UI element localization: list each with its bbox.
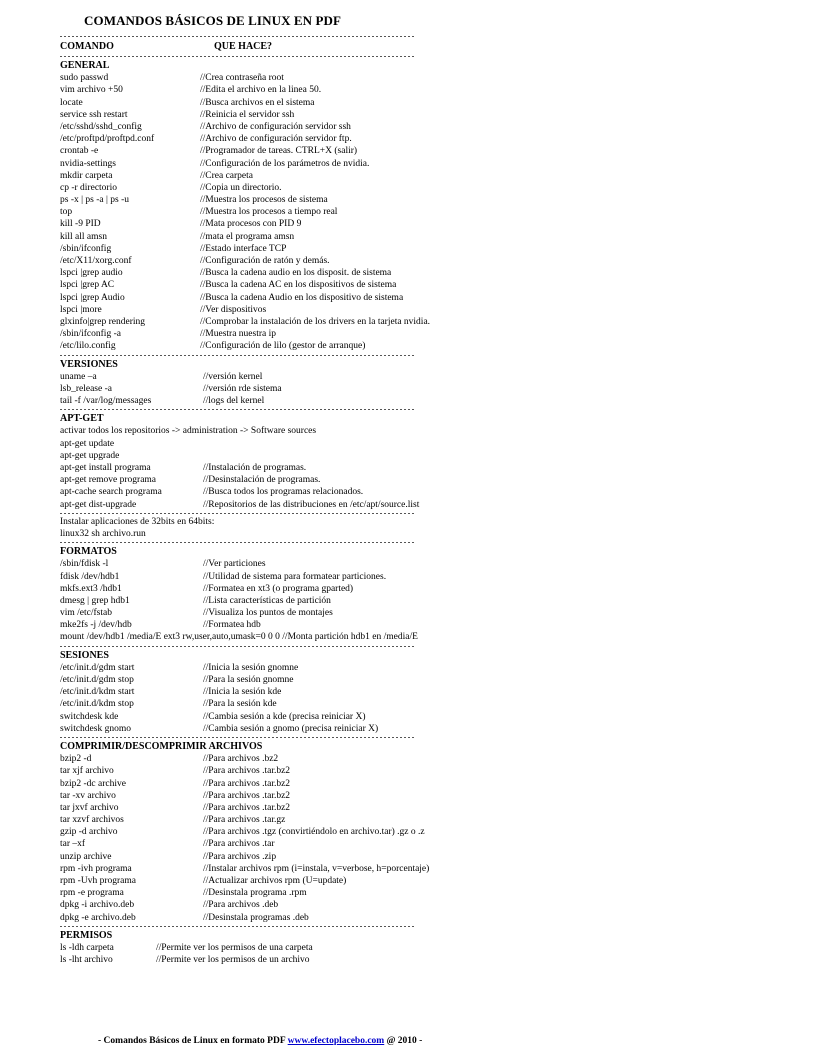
command-text: nvidia-settings bbox=[60, 158, 116, 169]
section-title: COMPRIMIR/DESCOMPRIMIR ARCHIVOS bbox=[60, 740, 263, 752]
command-description: //Para la sesión kde bbox=[203, 699, 277, 710]
command-text: service ssh restart bbox=[60, 109, 128, 120]
column-header-description: QUE HACE? bbox=[214, 41, 273, 52]
command-text: lspci |grep audio bbox=[60, 268, 123, 279]
command-row bbox=[60, 802, 480, 814]
command-text: uname –a bbox=[60, 371, 97, 382]
command-description: //Para la sesión gnomne bbox=[203, 675, 294, 685]
command-description: //Cambia sesión a kde (precisa reiniciar X) bbox=[203, 711, 366, 722]
command-description: //Desinstala programas .deb bbox=[203, 912, 309, 923]
command-row bbox=[60, 450, 480, 462]
command-description: //Lista características de partición bbox=[203, 595, 331, 606]
command-description: //Ver particiones bbox=[203, 559, 266, 570]
command-description: //Visualiza los puntos de montajes bbox=[203, 608, 333, 619]
command-text: ls -ldh carpeta bbox=[60, 942, 114, 953]
command-row bbox=[60, 328, 480, 340]
command-row bbox=[60, 425, 480, 437]
command-description: //Programador de tareas. CTRL+X (salir) bbox=[200, 146, 358, 157]
command-text: rpm -ivh programa bbox=[60, 863, 132, 874]
command-description: //Busca archivos en el sistema bbox=[200, 97, 315, 108]
command-text: fdisk /dev/hdb1 bbox=[60, 571, 120, 582]
section-title: APT-GET bbox=[60, 413, 104, 425]
command-row bbox=[60, 778, 480, 790]
command-description: //Archivo de configuración servidor ftp. bbox=[200, 134, 352, 145]
command-text: tar jxvf archivo bbox=[60, 802, 119, 813]
command-text: vim /etc/fstab bbox=[60, 608, 112, 619]
section-title: SESIONES bbox=[60, 649, 109, 661]
command-row bbox=[60, 72, 480, 84]
column-header-command: COMANDO bbox=[60, 41, 114, 52]
command-row bbox=[60, 499, 480, 511]
command-row bbox=[60, 619, 480, 631]
command-description: //Instalar archivos rpm (i=instala, v=verbose, h=porcentaje) bbox=[203, 863, 430, 874]
command-text: bzip2 -dc archive bbox=[60, 778, 126, 789]
command-text: mke2fs -j /dev/hdb bbox=[60, 620, 132, 631]
command-row bbox=[60, 462, 480, 474]
command-row bbox=[60, 97, 480, 109]
section-title: PERMISOS bbox=[60, 929, 113, 941]
section-title: VERSIONES bbox=[60, 358, 118, 370]
command-text: Instalar aplicaciones de 32bits en 64bits: bbox=[60, 516, 215, 527]
command-description: //Crea contraseña root bbox=[200, 73, 284, 84]
command-row bbox=[60, 790, 480, 802]
command-text: apt-get upgrade bbox=[60, 450, 120, 461]
command-text: kill -9 PID bbox=[60, 219, 101, 230]
command-description: //Para archivos .zip bbox=[203, 851, 277, 862]
command-row bbox=[60, 84, 480, 96]
command-text: tar xjf archivo bbox=[60, 766, 114, 777]
command-text: rpm -Uvh programa bbox=[60, 876, 136, 886]
command-text: /etc/init.d/gdm stop bbox=[60, 675, 134, 685]
command-text: glxinfo|grep rendering bbox=[60, 316, 145, 327]
command-text: apt-get remove programa bbox=[60, 475, 157, 486]
command-description: //Ver dispositivos bbox=[200, 304, 267, 315]
command-description: //versión rde sistema bbox=[203, 383, 282, 394]
command-row bbox=[60, 875, 480, 887]
command-description: //Busca todos los programas relacionados. bbox=[203, 487, 364, 498]
command-description: //Instalación de programas. bbox=[203, 463, 307, 473]
command-text: linux32 sh archivo.run bbox=[60, 528, 146, 539]
command-row bbox=[60, 765, 480, 777]
command-text: kill all amsn bbox=[60, 231, 107, 242]
command-description: //mata el programa amsn bbox=[200, 231, 295, 242]
command-description: //Desinstala programa .rpm bbox=[203, 888, 307, 899]
command-description: //Para archivos .tar.bz2 bbox=[203, 802, 291, 813]
command-row bbox=[60, 121, 480, 133]
command-description: //Configuración de ratón y demás. bbox=[200, 256, 330, 266]
command-text: lsb_release -a bbox=[60, 383, 112, 394]
section-title: FORMATOS bbox=[60, 546, 117, 558]
command-row bbox=[60, 206, 480, 218]
command-description: //Muestra los procesos a tiempo real bbox=[200, 207, 338, 218]
command-row bbox=[60, 170, 480, 182]
command-row bbox=[60, 711, 480, 723]
command-text: dmesg | grep hdb1 bbox=[60, 595, 130, 606]
command-row bbox=[60, 194, 480, 206]
command-description: //Busca la cadena audio en los disposit. de sistema bbox=[200, 268, 392, 279]
command-row bbox=[60, 316, 480, 328]
command-row bbox=[60, 292, 480, 304]
command-row bbox=[60, 753, 480, 765]
command-row bbox=[60, 558, 480, 570]
command-description: //Mata procesos con PID 9 bbox=[200, 219, 302, 230]
command-row bbox=[60, 814, 480, 826]
command-description: //Permite ver los permisos de una carpeta bbox=[156, 942, 313, 953]
command-description: //logs del kernel bbox=[203, 396, 265, 407]
command-row bbox=[60, 723, 480, 735]
command-row bbox=[60, 954, 480, 966]
divider bbox=[60, 645, 416, 648]
command-description: //Desinstalación de programas. bbox=[203, 475, 321, 486]
command-row bbox=[60, 133, 480, 145]
command-description: //Repositorios de las distribuciones en /etc/apt/source.list bbox=[203, 499, 420, 510]
command-description: //versión kernel bbox=[203, 371, 263, 382]
command-description: //Configuración de los parámetros de nvidia. bbox=[200, 158, 370, 169]
command-row bbox=[60, 826, 480, 838]
command-text: /etc/init.d/kdm start bbox=[60, 687, 135, 698]
command-text: apt-get install programa bbox=[60, 463, 151, 473]
command-description: //Busca la cadena AC en los dispositivos de sistema bbox=[200, 280, 397, 291]
command-text: tar xzvf archivos bbox=[60, 815, 124, 826]
command-description: //Para archivos .tar.bz2 bbox=[203, 790, 291, 801]
command-description: //Estado interface TCP bbox=[200, 243, 287, 254]
command-row bbox=[60, 607, 480, 619]
divider bbox=[60, 541, 416, 544]
command-text: dpkg -e archivo.deb bbox=[60, 912, 136, 923]
command-row bbox=[60, 571, 480, 583]
command-text: top bbox=[60, 207, 73, 218]
command-description: //Para archivos .deb bbox=[203, 900, 279, 911]
command-description: //Formatea hdb bbox=[203, 620, 261, 631]
divider bbox=[60, 512, 416, 515]
command-text: rpm -e programa bbox=[60, 888, 124, 899]
command-text: apt-get dist-upgrade bbox=[60, 499, 137, 510]
command-text: tar –xf bbox=[60, 839, 86, 850]
command-row bbox=[60, 528, 480, 540]
divider bbox=[60, 925, 416, 928]
command-text: crontab -e bbox=[60, 146, 99, 157]
command-row bbox=[60, 279, 480, 291]
command-text: /sbin/ifconfig -a bbox=[60, 329, 121, 340]
divider bbox=[60, 354, 416, 357]
command-description: //Copia un directorio. bbox=[200, 182, 282, 193]
command-text: gzip -d archivo bbox=[60, 827, 118, 838]
command-row bbox=[60, 383, 480, 395]
command-row bbox=[60, 516, 480, 528]
command-description: //Archivo de configuración servidor ssh bbox=[200, 121, 351, 132]
command-row bbox=[60, 662, 480, 674]
command-row bbox=[60, 371, 480, 383]
command-text: /etc/proftpd/proftpd.conf bbox=[60, 134, 155, 145]
command-description: //Para archivos .tar.bz2 bbox=[203, 766, 291, 777]
command-text: /etc/init.d/gdm start bbox=[60, 662, 135, 673]
command-description: //Crea carpeta bbox=[200, 170, 254, 181]
command-row bbox=[60, 182, 480, 194]
command-description: //Comprobar la instalación de los drivers en la tarjeta nvidia. bbox=[200, 316, 431, 327]
command-row bbox=[60, 158, 480, 170]
command-row bbox=[60, 218, 480, 230]
command-text: tar -xv archivo bbox=[60, 790, 116, 801]
command-description: //Inicia la sesión kde bbox=[203, 687, 282, 698]
command-row bbox=[60, 595, 480, 607]
command-text: locate bbox=[60, 97, 83, 108]
footer-link[interactable]: www.efectoplacebo.com bbox=[287, 1036, 385, 1046]
command-text: /etc/sshd/sshd_config bbox=[60, 121, 142, 132]
command-text: lspci |more bbox=[60, 304, 102, 315]
command-text: sudo passwd bbox=[60, 73, 109, 84]
divider bbox=[60, 35, 416, 38]
command-description: //Actualizar archivos rpm (U=update) bbox=[203, 876, 347, 886]
command-description: //Para archivos .tar.bz2 bbox=[203, 778, 291, 789]
footer-prefix: - Comandos Básicos de Linux en formato PDF bbox=[98, 1036, 288, 1046]
command-row bbox=[60, 899, 480, 911]
command-row bbox=[60, 851, 480, 863]
command-description: //Para archivos .bz2 bbox=[203, 754, 279, 765]
divider bbox=[60, 736, 416, 739]
command-row bbox=[60, 267, 480, 279]
command-text: dpkg -i archivo.deb bbox=[60, 900, 135, 911]
command-text: activar todos los repositorios -> administration -> Software sources bbox=[60, 426, 317, 437]
command-row bbox=[60, 145, 480, 157]
command-row bbox=[60, 340, 480, 352]
command-description: //Busca la cadena Audio en los dispositivo de sistema bbox=[200, 292, 404, 303]
command-row bbox=[60, 912, 480, 924]
command-text: unzip archive bbox=[60, 851, 112, 862]
command-description: //Inicia la sesión gnomne bbox=[203, 662, 299, 673]
command-description: //Permite ver los permisos de un archivo bbox=[156, 955, 310, 966]
command-description: //Muestra los procesos de sistema bbox=[200, 195, 328, 206]
command-text: switchdesk kde bbox=[60, 711, 119, 722]
command-row bbox=[60, 674, 480, 686]
command-row bbox=[60, 304, 480, 316]
command-description: //Edita el archivo en la linea 50. bbox=[200, 85, 322, 96]
divider bbox=[60, 408, 416, 411]
command-row bbox=[60, 486, 480, 498]
page-title: COMANDOS BÁSICOS DE LINUX EN PDF bbox=[84, 13, 342, 28]
command-row bbox=[60, 109, 480, 121]
command-text: ls -lht archivo bbox=[60, 955, 113, 966]
command-row bbox=[60, 243, 480, 255]
command-row bbox=[60, 474, 480, 486]
command-text: /sbin/fdisk -l bbox=[60, 559, 109, 570]
page-footer bbox=[98, 1036, 422, 1046]
document-body bbox=[60, 34, 480, 966]
column-header bbox=[60, 39, 480, 54]
command-row bbox=[60, 231, 480, 243]
command-row bbox=[60, 686, 480, 698]
command-row bbox=[60, 698, 480, 710]
command-row bbox=[60, 438, 480, 450]
command-text: apt-get update bbox=[60, 438, 115, 449]
command-row bbox=[60, 395, 480, 407]
command-text: /etc/X11/xorg.conf bbox=[60, 256, 132, 266]
command-description: //Configuración de lilo (gestor de arranque) bbox=[200, 341, 366, 352]
command-description: //Para archivos .tar.gz bbox=[203, 815, 286, 826]
command-text: lspci |grep Audio bbox=[60, 292, 125, 303]
command-row bbox=[60, 255, 480, 267]
command-text: ps -x | ps -a | ps -u bbox=[60, 195, 129, 206]
footer-suffix: @ 2010 - bbox=[384, 1036, 423, 1046]
command-row bbox=[60, 863, 480, 875]
command-description: //Muestra nuestra ip bbox=[200, 329, 276, 340]
command-description: //Utilidad de sistema para formatear particiones. bbox=[203, 571, 387, 582]
command-row bbox=[60, 583, 480, 595]
command-text: /sbin/ifconfig bbox=[60, 243, 112, 254]
command-row bbox=[60, 942, 480, 954]
command-description: //Formatea en xt3 (o programa gparted) bbox=[203, 583, 354, 594]
command-text: mkdir carpeta bbox=[60, 170, 113, 181]
command-row bbox=[60, 838, 480, 850]
divider bbox=[60, 55, 416, 58]
command-row bbox=[60, 631, 480, 643]
command-text: apt-cache search programa bbox=[60, 487, 162, 498]
section-title: GENERAL bbox=[60, 60, 110, 71]
command-text: bzip2 -d bbox=[60, 754, 92, 765]
command-text: lspci |grep AC bbox=[60, 280, 115, 291]
command-text: vim archivo +50 bbox=[60, 85, 123, 96]
command-text: tail -f /var/log/messages bbox=[60, 396, 152, 407]
command-text: cp -r directorio bbox=[60, 182, 117, 193]
command-description: //Para archivos .tar bbox=[203, 839, 275, 850]
command-text: mkfs.ext3 /hdb1 bbox=[60, 583, 122, 594]
command-text: /etc/init.d/kdm stop bbox=[60, 699, 134, 710]
command-description: //Cambia sesión a gnomo (precisa reiniciar X) bbox=[203, 723, 379, 734]
command-description: //Reinicia el servidor ssh bbox=[200, 109, 295, 120]
command-text: mount /dev/hdb1 /media/E ext3 rw,user,auto,umask=0 0 0 //Monta partición hdb1 en /media/E bbox=[60, 632, 418, 643]
command-description: //Para archivos .tgz (convirtiéndolo en archivo.tar) .gz o .z bbox=[203, 827, 425, 838]
command-text: /etc/lilo.config bbox=[60, 341, 116, 352]
command-text: switchdesk gnomo bbox=[60, 723, 131, 734]
command-row bbox=[60, 887, 480, 899]
